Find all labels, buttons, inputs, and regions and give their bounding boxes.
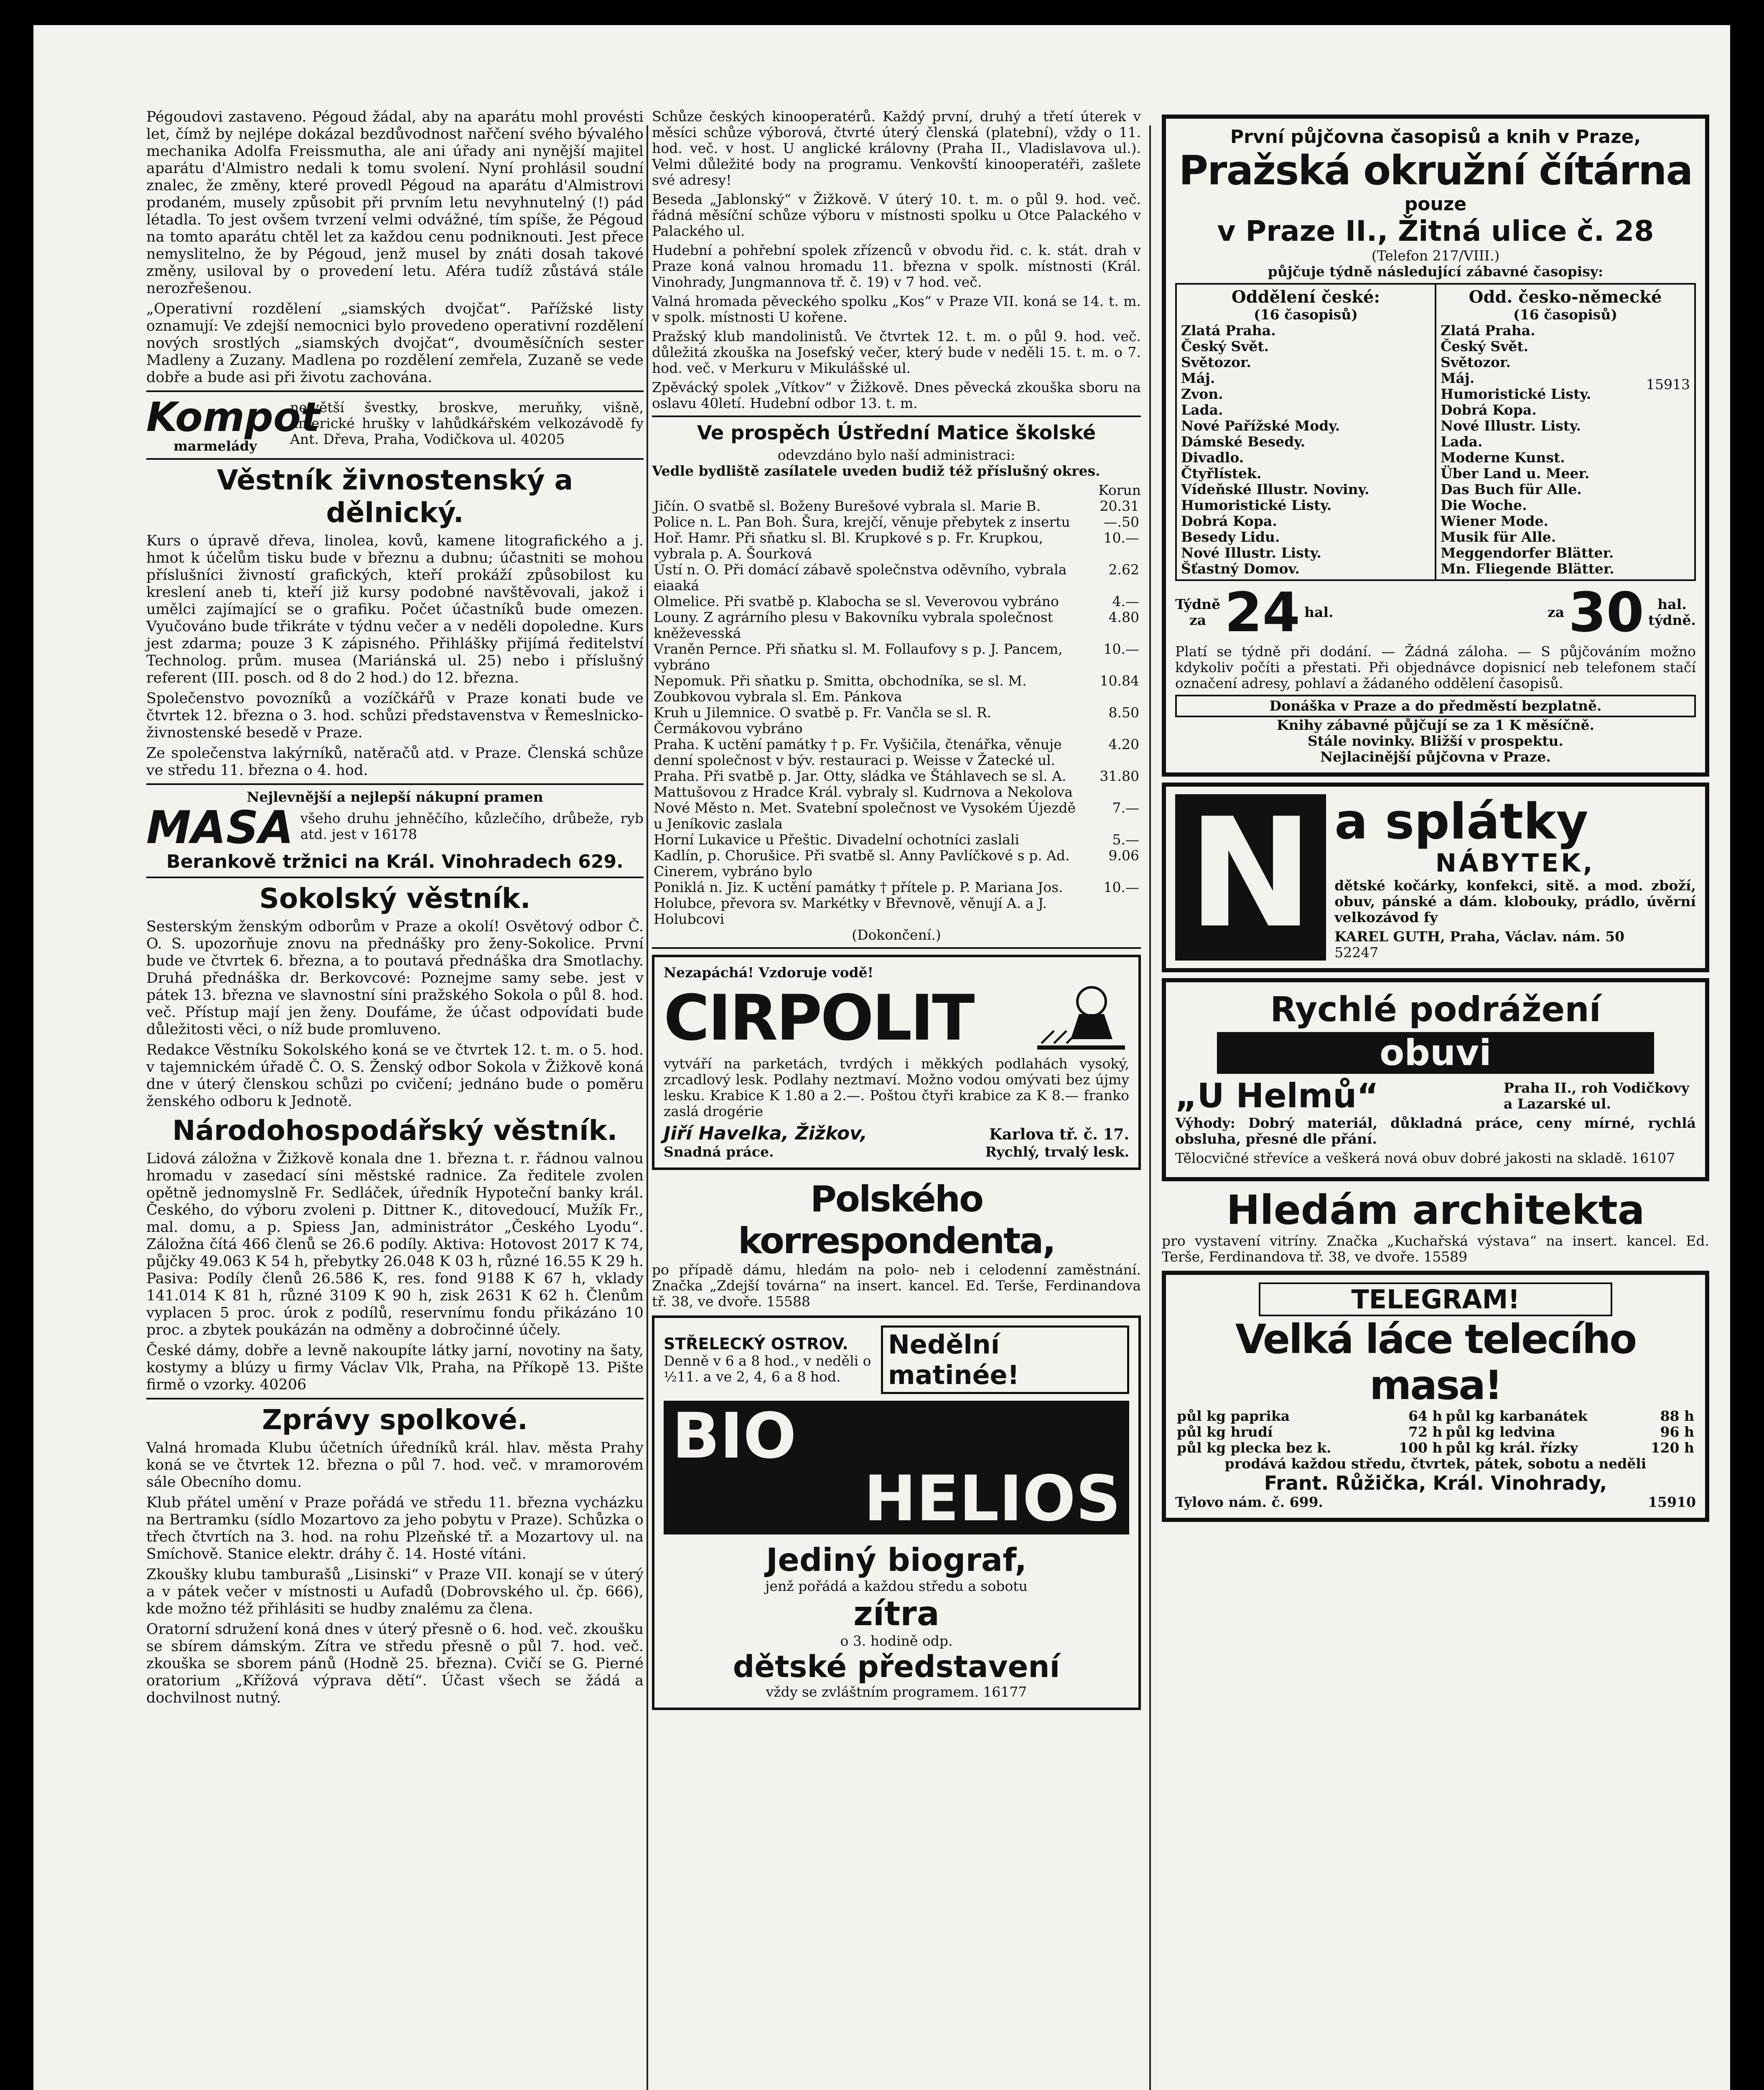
bio-line-2: jenž pořádá a každou středu a sobotu [765, 1578, 1028, 1594]
donations-table [652, 498, 1141, 927]
architekt-text: pro vystavení vitríny. Značka „Kuchařská výstava“ na insert. kancel. Ed. Terše, Ferdinandova tř. 38, ve dvoře. 15589 [1162, 1233, 1709, 1265]
magazine-item: Musik für Alle. [1441, 529, 1556, 545]
kompot-title: Kompot [146, 394, 320, 441]
citarna-address: v Praze II., Žitná ulice č. 28 [1217, 215, 1654, 248]
donation-amount: 10.— [1103, 530, 1139, 546]
zpravy-item-1: Valná hromada Klubu účetních úředníků král. hlav. města Prahy koná se ve čtvrtek 12. března o půl 7. hod. več. v mramorovém sále Obecního domu. [146, 1440, 644, 1491]
splatky-num: 52247 [1334, 944, 1379, 961]
donation-row [652, 879, 1141, 927]
club-notice-1: Schůze českých kinooperatérů. Každý první, druhý a třetí úterek v měsíci schůze výborová, čtvrté úterý členská (platební), vždy o 11. hod. več. v host. U anglické královny (Praha II., Vladislavova ul.). Velmi důležité body na programu. Venkovští kinooperatéři, zašlete své adresy! [652, 108, 1141, 188]
telegram-line: prodává každou středu, čtvrtek, pátek, sobotu a neděli [1224, 1455, 1647, 1472]
splatky-text: dětské kočárky, konfekci, sitě. a mod. zboží, obuv, pánské a dám. klobouky, prádlo, úvěrní velkozávod fy [1334, 877, 1696, 925]
heading-sokol: Sokolský věstník. [259, 882, 531, 915]
citarna-number: 15913 [1646, 376, 1690, 393]
cirpolit-address: Karlova tř. č. 17. [989, 1126, 1129, 1143]
donation-row [652, 594, 1141, 609]
hal-tydne: týdně. [1648, 612, 1696, 628]
meat-price: 64 h [1408, 1408, 1443, 1424]
obuv-helmu: „U Helmů“ [1175, 1076, 1379, 1115]
narod-item-2: České dámy, dobře a levně nakoupíte látky jarní, novotiny na šaty, kostymy a blúzy u firmy Václav Vlk, Praha, na Příkopě 13. Pište firmě o vzorky. 40206 [146, 1342, 644, 1393]
magazine-item: Světozor. [1441, 354, 1511, 370]
donation-amount: 8.50 [1108, 704, 1139, 721]
bio-line-3: zítra [853, 1594, 939, 1633]
obuv-title-1: Rychlé podrážení [1270, 990, 1601, 1030]
donation-row [652, 514, 1141, 530]
zpravy-item-4: Oratorní sdružení koná dnes v úterý přesně o 6. hod. več. zkoušku se sbírem dámským. Zítra ve středu přesně o půl 7. hod. več. zkouška se sborem pánů (Hodně 25. března). Cvičí se G. Pierné oratorium „Křížová výprava dětí“. Účast všech se žádá a dochvilnost nutný. [146, 1621, 644, 1706]
magazine-item: Meggendorfer Blätter. [1441, 545, 1614, 561]
donation-amount: —.50 [1103, 514, 1139, 530]
donation-text: Ústí n. O. Při domácí zábavě společnstva oděvního, vybrala eiaaká [654, 561, 1067, 594]
splatky-word: a splátky [1334, 793, 1588, 850]
kompot-text: největší švestky, broskve, meruňky, višně, americké hrušky v lahůdkářském velkozávodě fy Ant. Dřeva, Praha, Vodičkova ul. 40205 [290, 399, 644, 447]
citarna-intro: půjčuje týdně následující zábavné časopisy: [1268, 263, 1604, 280]
magazine-item: Dobrá Kopa. [1181, 513, 1277, 529]
ceske-head: Oddělení české: [1231, 287, 1380, 307]
citarna-last: Nejlacinější půjčovna v Praze. [1320, 749, 1551, 765]
masa-text: všeho druhu jehněčího, kůzlečího, drůbeže, ryb atd. jest v 16178 [300, 810, 644, 842]
polsky-title: Polského korrespondenta, [738, 1178, 1055, 1262]
magazine-item: Světozor. [1181, 354, 1251, 370]
article-siamese-twins: „Operativní rozdělení „siamských dvojčat“. Pařížské listy oznamují: Ve zdejší nemocnici bylo provedeno operativní rozdělení nových srostlých „siamských dvojčat“, dvouměsíčních sester Madleny a Zuzany. Madlena po rozdělení zemřela, Zuzaně se vede dobře a bude asi při životu zachována. [146, 301, 644, 386]
cirpolit-head: Nezapáchá! Vzdoruje vodě! [664, 964, 874, 981]
column-1 [146, 109, 644, 1710]
donation-amount: 5.— [1112, 831, 1139, 848]
bio-matinee: Nedělní matinée! [881, 1325, 1129, 1394]
meat-item: půl kg král. řízky [1446, 1440, 1578, 1456]
donation-amount: 7.— [1112, 800, 1139, 816]
donation-amount: 4.— [1112, 593, 1139, 609]
meat-price-table [1175, 1408, 1696, 1456]
citarna-telephone: (Telefon 217/VIII.) [1371, 247, 1500, 264]
vestnik-item-3: Ze společenstva lakýrníků, natěračů atd. v Praze. Členská schůze ve středu 11. března o 4. hod. [146, 745, 644, 779]
za-label-2: za [1547, 604, 1565, 620]
masa-bottom: Berankově tržnici na Král. Vinohradech 629. [166, 851, 624, 872]
heading-vestnik: Věstník živnostenský a dělnický. [216, 464, 573, 529]
magazine-item: Nové Illustr. Listy. [1181, 545, 1321, 561]
magazine-item: Čtyřlístek. [1181, 465, 1262, 482]
donation-amount: 2.62 [1108, 561, 1139, 578]
masa-word: MASA [146, 802, 294, 854]
magazine-item: Über Land u. Meer. [1441, 465, 1590, 482]
cirpolit-firm: Jiří Havelka, Žižkov, [664, 1123, 867, 1144]
magazine-item: Nové Pařížské Mody. [1181, 418, 1340, 434]
donation-text: Poniklá n. Jiz. K uctění památky † přítele p. P. Mariana Jos. Holubce, převora sv. Markétky v Břevnově, věnují A. a J. Holubcovi [654, 879, 1063, 927]
club-notice-6: Zpěvácký spolek „Vítkov“ v Žižkově. Dnes pěvecká zkouška sboru na oslavu 40letí. Hudební odbor 13. t. m. [652, 379, 1141, 411]
cirpolit-slogan-1: Snadná práce. [664, 1144, 774, 1160]
kompot-subtitle: marmelády [173, 438, 257, 454]
donation-amount: 20.31 [1100, 498, 1139, 514]
telegram-number: 15910 [1648, 1494, 1696, 1510]
citarna-top: První půjčovna časopisů a knih v Praze, [1230, 126, 1641, 148]
magazine-item: Český Svět. [1441, 338, 1529, 354]
matice-title: Ve prospěch Ústřední Matice školské [697, 421, 1096, 444]
citarna-title: Pražská okružní čítárna [1179, 147, 1693, 194]
meat-item: půl kg hrudí [1177, 1424, 1273, 1440]
magazine-item: Máj. [1181, 370, 1215, 386]
splatky-nabytek: NÁBYTEK, [1435, 849, 1595, 878]
divider [146, 1398, 644, 1399]
ad-kompot [146, 396, 644, 454]
bio-times: Denně v 6 a 8 hod., v neděli o ½11. a ve 2, 4, 6 a 8 hod. [664, 1353, 871, 1385]
donation-row [652, 498, 1141, 514]
hal-label: hal. [1304, 604, 1334, 620]
zpravy-item-2: Klub přátel umění v Praze pořádá ve středu 11. března vycházku na Bertramku (sídlo Mozartovo za jeho pobytu v Praze). Schůzka o třech čtvrtích na 3. hod. na rohu Plzeňské tř. a Mozartovy ul. na Smíchově. Stanice elektr. dráhy č. 14. Hosté vítáni. [146, 1494, 644, 1562]
vestnik-item-1: Kurs o úpravě dřeva, linolea, kovů, kamene litografického a j. hmot k účelům tisku bude v březnu a dubnu; účastniti se mohou příslušníci živností grafických, kteří prokáží způsobilost ku kreslení aneb ti, kteří již kursy podobné navštěvovali, jakož i umělci zajímající se o grafiku. Počet účastníků bude omezen. Vyučováno bude třikráte v týdnu večer a v neděli dopoledne. Kurs jest zdarma; pouze 3 K zápisného. Přihlášky přijímá ředitelství Technolog. prům. musea (Mariánská ul. 25) nebo i příslušný referent (III. posch. od 8 do 2 hod.) do 12. března. [146, 533, 644, 686]
divider [146, 458, 644, 460]
ad-masa [146, 789, 644, 872]
meat-price: 120 h [1650, 1440, 1694, 1456]
donation-text: Praha. K uctění památky † p. Fr. Vyšičila, čtenářka, věnuje denní společnost v býv. restauraci p. Weisse v Žatecké ul. [654, 736, 1062, 768]
citarna-novinky: Stále novinky. Bližší v prospektu. [1307, 733, 1564, 749]
hal-label-2: hal. [1657, 596, 1687, 612]
magazine-item: Lada. [1441, 433, 1483, 450]
telegram-firm: Frant. Růžička, Král. Vinohrady, [1264, 1472, 1607, 1494]
meat-price: 88 h [1660, 1408, 1694, 1424]
donation-text: Nové Město n. Met. Svatební společnost ve Vysokém Újezdě u Jeníkovic zaslala [654, 800, 1076, 832]
price-ceske: 24 [1224, 581, 1301, 644]
architekt-title: Hledám architekta [1226, 1187, 1645, 1234]
cirpolit-text: vytváří na parketách, tvrdých i měkkých podlahách vysoký, zrcadlový lesk. Podlahy neztmaví. Možno vodou omývati bez újmy lesku. Krabice K 1.80 a 2.—. Poštou čtyři krabice za K 8.— franko zaslá drogérie [664, 1055, 1129, 1119]
ceske-list [1177, 285, 1436, 579]
bio-word-2: HELIOS [864, 1463, 1121, 1535]
nemecke-list [1436, 285, 1694, 579]
magazine-item: Zvon. [1181, 386, 1223, 402]
bio-place: STŘELECKÝ OSTROV. [664, 1335, 848, 1353]
magazine-item: Mn. Fliegende Blätter. [1441, 561, 1614, 577]
donation-amount: 9.06 [1108, 847, 1139, 864]
column-2 [652, 109, 1141, 1716]
matice-unit: Korun [1098, 482, 1141, 498]
ceske-sub: (16 časopisů) [1254, 306, 1358, 323]
cirpolit-slogan-2: Rychlý, trvalý lesk. [985, 1144, 1129, 1160]
donation-amount: 31.80 [1100, 768, 1139, 784]
ad-citarna [1162, 115, 1709, 777]
donation-text: Praha. Při svatbě p. Jar. Otty, sládka ve Štáhlavech se sl. A. Mattušovou z Hradce Král. vybraly sl. Kudrnova a Nekolova [654, 768, 1073, 800]
ad-obuv [1162, 978, 1709, 1181]
newspaper-page [33, 25, 1730, 2090]
divider [652, 947, 1141, 949]
donation-row [652, 737, 1141, 768]
column-3 [1162, 109, 1709, 1528]
club-notice-3: Hudební a pohřební spolek zřízenců v obvodu řid. c. k. stát. drah v Praze koná valnou hromadu 11. března v spolk. místnosti (Král. Vinohrady, Jungmannova tř. č. 19) v 7 hod. več. [652, 242, 1141, 290]
bio-line-1: Jediný biograf, [766, 1541, 1027, 1578]
column-rule [647, 125, 648, 2090]
magazine-item: Nové Illustr. Listy. [1441, 418, 1581, 434]
bio-word-1: BIO [672, 1400, 797, 1473]
splatky-n: N [1175, 794, 1326, 961]
citarna-donaska: Donáška v Praze a do předměstí bezplatně. [1175, 695, 1696, 717]
club-notice-5: Pražský klub mandolinistů. Ve čtvrtek 12. t. m. o půl 9. hod. več. důležitá zkouška na Josefský večer, který bude v neděli 15. t. m. o 7. hod. več. v Merkuru v Mikulášské ul. [652, 328, 1141, 376]
meat-item: půl kg ledvina [1446, 1424, 1555, 1440]
meat-price-row [1175, 1408, 1696, 1424]
donation-row [652, 530, 1141, 562]
ad-cirpolit [652, 955, 1141, 1170]
magazine-item: Český Svět. [1181, 338, 1269, 354]
heading-narodohospodarsky: Národohospodářský věstník. [172, 1114, 618, 1147]
magazine-item: Zlatá Praha. [1181, 322, 1276, 339]
club-notice-4: Valná hromada pěveckého spolku „Kos“ v Praze VII. koná se 14. t. m. v spolk. místnosti U kořene. [652, 293, 1141, 325]
donation-text: Louny. Z agrárního plesu v Bakovníku vybrala společnost kněževesská [654, 609, 1053, 641]
cirpolit-word: CIRPOLIT [664, 982, 973, 1055]
donation-row [652, 641, 1141, 673]
magazine-item: Humoristické Listy. [1441, 386, 1591, 402]
magazine-item: Moderne Kunst. [1441, 449, 1565, 466]
narod-item-1: Lidová záložna v Žižkově konala dne 1. března t. r. řádnou valnou hromadu v zasedací síni městské radnice. Za ředitele zvolen opětně jednomyslně Fr. Sedláček, úředník Hypoteční banky král. Českého, do výboru zvoleni p. Dittner K., ditovedoucí, Mužík Fr., mal. domu, a p. Spiess Jan, administrátor „Českého Lyodu“. Záložna čítá 466 členů se 26.6 podíly. Aktiva: Hotovost 2017 K 74, půjčky 49.063 K 54 h, přebytky 26.048 K 03 h, různé 16.55 K 29 h. Pasiva: Podíly členů 26.586 K, res. fond 9188 K 67 h, vklady 141.014 K 81 h, různé 3109 K 90 h, zisk 2631 K 62 h. Členům vyplacen 5 proc. úrok z podílů, reservnímu fondu přikázáno 10 proc. a zbytek poukázán na odměny a dobročinné účely. [146, 1150, 644, 1338]
floor-polisher-icon [1029, 981, 1129, 1056]
obuv-vyhody: Výhody: Dobrý materiál, důkladná práce, ceny mírné, rychlá obsluha, přesné dle přání. [1175, 1115, 1696, 1147]
club-notice-2: Beseda „Jablonský“ v Žižkově. V úterý 10. t. m. o půl 9. hod. več. řádná měsíční schůze výboru v místnosti spolku u Otce Palackého v Palackého ul. [652, 191, 1141, 239]
matice-note: Vedle bydliště zasílatele uveden budiž též příslušný okres. [652, 463, 1100, 479]
donation-amount: 4.20 [1108, 736, 1139, 752]
divider [146, 783, 644, 785]
donation-text: Kruh u Jilemnice. O svatbě p. Fr. Vančla se sl. R. Čermákovou vybráno [654, 704, 992, 737]
divider [146, 390, 644, 392]
heading-zpravy: Zprávy spolkové. [262, 1404, 528, 1436]
telegram-title: Velká láce telecího masa! [1235, 1316, 1636, 1409]
polsky-text: po případě dámu, hledám na polo- neb i celodenní zaměstnání. Značka „Zdejší továrna“ na insert. kancel. Ed. Terše, Ferdinandova tř. 38, ve dvoře. 15588 [652, 1262, 1141, 1310]
ad-telegram [1162, 1271, 1709, 1522]
bio-line-5: dětské představení [733, 1649, 1060, 1684]
magazine-item: Zlatá Praha. [1441, 322, 1535, 339]
obuv-telocvicne: Tělocvičné střevíce a veškerá nová obuv dobré jakosti na skladě. 16107 [1175, 1150, 1675, 1166]
bio-line-6: vždy se zvláštním programem. 16177 [766, 1684, 1027, 1700]
splatky-firm: KAREL GUTH, Praha, Václav. nám. 50 [1334, 928, 1625, 945]
zpravy-item-3: Zkoušky klubu tamburašů „Lisinski“ v Praze VII. konají se v úterý a v pátek večer v místnosti u Aufadů (Dobrovského ul. čp. 666), kde možno též přihlásiti se hudby znalému za člena. [146, 1566, 644, 1617]
donation-row [652, 768, 1141, 800]
meat-price: 100 h [1399, 1440, 1443, 1456]
donation-amount: 10.84 [1100, 673, 1139, 689]
citarna-pouze: pouze [1404, 194, 1467, 215]
magazine-item: Šťastný Domov. [1181, 561, 1300, 577]
matice-subtitle: odevzdáno bylo naší administraci: [777, 447, 1016, 463]
magazine-item: Lada. [1181, 402, 1223, 418]
divider [146, 877, 644, 878]
meat-item: půl kg karbanátek [1446, 1408, 1588, 1424]
tydne-label: Týdně [1175, 596, 1221, 612]
donation-text: Olmelice. Při svatbě p. Klabocha se sl. Veverovou vybráno [654, 593, 1059, 609]
donation-text: Jičín. O svatbě sl. Boženy Burešové vybrala sl. Marie B. [654, 498, 1041, 514]
column-rule [1149, 125, 1151, 2090]
masa-top: Nejlevnější a nejlepší nákupní pramen [247, 789, 543, 805]
meat-price: 72 h [1408, 1424, 1443, 1440]
telegram-address: Tylovo nám. č. 699. [1175, 1494, 1324, 1510]
magazine-item: Máj. [1441, 370, 1475, 386]
magazine-item: Dobrá Kopa. [1441, 402, 1537, 418]
donation-amount: 4.80 [1108, 609, 1139, 625]
sokol-item-2: Redakce Věstníku Sokolského koná se ve čtvrtek 12. t. m. o 5. hod. v tajemnickém úřadě Č. O. S. Ženský odbor Sokola v Žižkově koná dne v úterý členskou schůzi po cvičení; jednáno bude o poměru ženského odboru k Jednotě. [146, 1042, 644, 1110]
divider [652, 415, 1141, 417]
magazine-item: Die Woche. [1441, 497, 1527, 513]
meat-price-row [1175, 1424, 1696, 1440]
price-nemecke: 30 [1568, 581, 1644, 644]
vestnik-item-2: Společenstvo povozníků a vozíčkářů v Praze konati bude ve čtvrtek 12. března o 3. hod. schůzi představenstva v Řemeslnicko-živnostenské besedě v Praze. [146, 690, 644, 741]
donation-text: Police n. L. Pan Boh. Šura, krejčí, věnuje přebytek z insertu [654, 514, 1070, 530]
donation-row [652, 609, 1141, 641]
meat-item: půl kg plecka bez k. [1177, 1440, 1331, 1456]
meat-item: půl kg paprika [1177, 1408, 1290, 1424]
magazine-item: Humoristické Listy. [1181, 497, 1332, 513]
obuv-address: Praha II., roh Vodičkovy a Lazarské ul. [1504, 1079, 1690, 1112]
obuv-title-2: obuvi [1217, 1032, 1654, 1074]
magazine-item: Das Buch für Alle. [1441, 481, 1582, 497]
matice-end: (Dokončení.) [852, 927, 941, 943]
donation-row [652, 705, 1141, 737]
magazine-item: Dámské Besedy. [1181, 433, 1306, 450]
magazine-item: Wiener Mode. [1441, 513, 1548, 529]
donation-row [652, 832, 1141, 848]
ad-splatky [1162, 782, 1709, 972]
donation-text: Nepomuk. Při sňatku p. Smitta, obchodníka, se sl. M. Zoubkovou vybrala sl. Em. Pánkova [654, 673, 1027, 705]
donation-row [652, 562, 1141, 594]
article-pegoud: Pégoudovi zastaveno. Pégoud žádal, aby na aparátu mohl provésti let, čímž by nejlépe dokázal bezdůvodnost nařčení svého bývalého mechanika Adolfa Freissmutha, ale ani úřady ani nynější majitel aparátu d'Almistro nedali k tomu svolení. Nyní prohlásil soudní znalec, že změny, které provedl Pégoud na aparátu d'Almistrovi prodaném, musely způsobit při prvním letu nevyhnutelný (!) pád létadla. To jest ovšem tvrzení velmi odvážné, tím spíše, že Pégoud na tomto aparátu chtěl let za každou cenu podniknouti. Jest přece nemyslitelno, že by Pégoud, jenž musel by znáti dosah takové změny, usiloval by o provedení letu. Aféra tudíž zůstává stále nerozřešenou. [146, 109, 644, 297]
donation-text: Vraněn Pernce. Při sňatku sl. M. Follaufovy s p. J. Pancem, vybráno [654, 641, 1063, 673]
nemecke-head: Odd. česko-německé [1469, 287, 1662, 307]
nemecke-sub: (16 časopisů) [1513, 306, 1617, 323]
magazine-item: Besedy Lidu. [1181, 529, 1280, 545]
ad-bio-helios [652, 1315, 1141, 1710]
citarna-notes: Platí se týdně při dodání. — Žádná záloha. — S půjčováním možno kdykoliv počíti a přestati. Při objednávce dopisnicí neb telefonem stačí označení adresy, pohlaví a žádaného oddělení časopisů. [1175, 643, 1696, 691]
donation-text: Hoř. Hamr. Při sňatku sl. Bl. Krupkové s p. Fr. Krupkou, vybrala p. A. Šourková [654, 530, 1044, 562]
donation-amount: 10.— [1103, 879, 1139, 895]
sokol-item-1: Sesterským ženským odborům v Praze a okolí! Osvětový odbor Č. O. S. upozorňuje znovu na přednášky pro ženy-Sokolice. První bude ve čtvrtek 6. března, a to poutavá přednáška dra Smotlachy. Druhá přednáška dr. Berkovcové: Poznejme samy sebe. jest v pátek 13. března ve slavnostní síni pražského Sokola o půl 8. hod. več. Přístup mají jen ženy. Doufáme, že účast odpovídati bude důležitosti věci, o níž bude promluveno. [146, 918, 644, 1038]
magazine-item: Vídeňské Illustr. Noviny. [1181, 481, 1369, 497]
donation-amount: 10.— [1103, 641, 1139, 657]
citarna-knihy: Knihy zábavné půjčují se za 1 K měsíčně. [1276, 717, 1595, 733]
donation-text: Horní Lukavice u Přeštic. Divadelní ochotníci zaslali [654, 831, 1019, 848]
donation-row [652, 848, 1141, 879]
bio-line-4: o 3. hodině odp. [840, 1633, 953, 1649]
donation-row [652, 800, 1141, 832]
magazine-item: Divadlo. [1181, 449, 1244, 466]
donation-text: Kadlín, p. Chorušice. Při svatbě sl. Anny Pavlíčkové s p. Ad. Cinerem, vybráno bylo [654, 847, 1070, 879]
telegram-head: TELEGRAM! [1259, 1282, 1612, 1316]
za-label: za [1189, 612, 1207, 628]
donation-row [652, 673, 1141, 705]
meat-price: 96 h [1660, 1424, 1694, 1440]
meat-price-row [1175, 1440, 1696, 1456]
